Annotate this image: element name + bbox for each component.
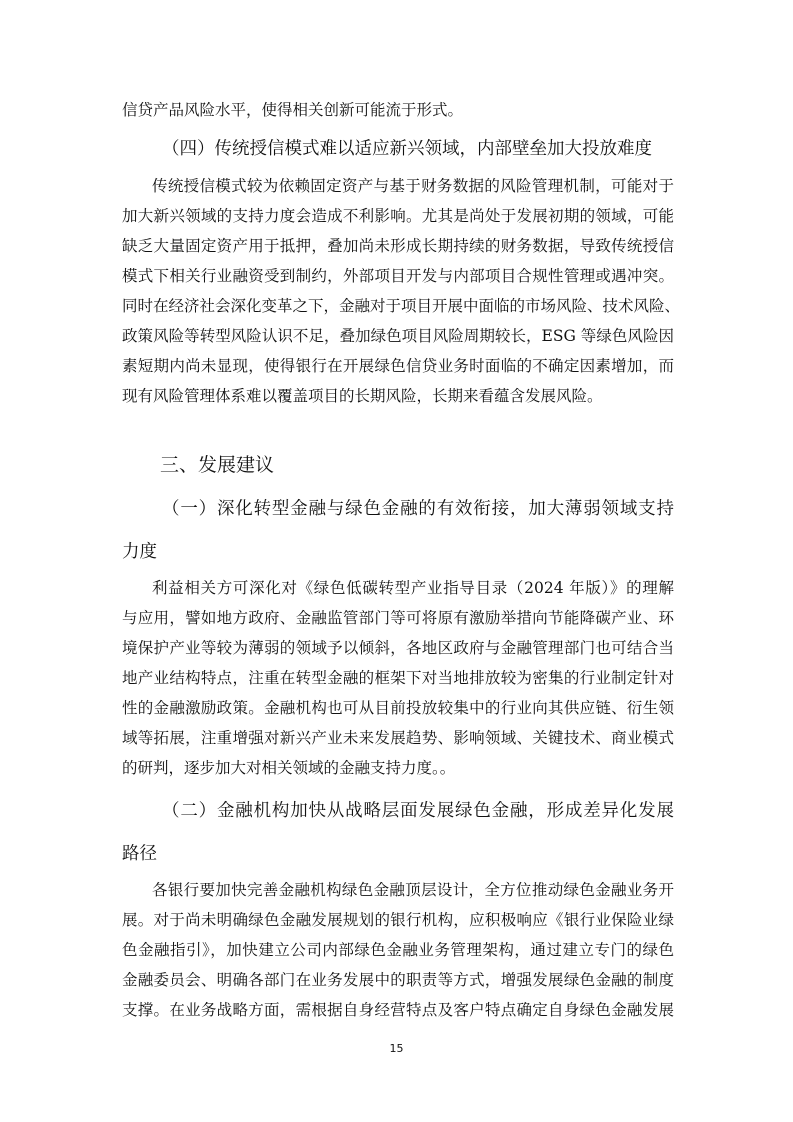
- text-line: 支撑。在业务战略方面，需根据自身经营特点及客户特点确定自身绿色金融发展: [122, 1001, 674, 1019]
- text-line: 信贷产品风险水平，使得相关创新可能流于形式。: [122, 101, 464, 119]
- text-line: 地产业结构特点，注重在转型金融的框架下对当地排放较为密集的行业制定针对: [122, 669, 674, 687]
- text-line: 现有风险管理体系难以覆盖项目的长期风险，长期来看蕴含发展风险。: [122, 387, 603, 405]
- text-line: 的研判，逐步加大对相关领域的金融支持力度。。: [122, 759, 456, 777]
- subsection-2-heading-continued: 路径: [122, 844, 157, 864]
- section-4-heading: （四）传统授信模式难以适应新兴领域，内部壁垒加大投放难度: [162, 139, 652, 159]
- section-3-heading: 三、发展建议: [160, 454, 275, 476]
- text-line: 与应用，譬如地方政府、金融监管部门等可将原有激励举措向节能降碳产业、环: [122, 609, 674, 627]
- text-line: 域等拓展，注重增强对新兴产业未来发展趋势、影响领域、关键技术、商业模式: [122, 729, 674, 747]
- text-line: 境保护产业等较为薄弱的领域予以倾斜，各地区政府与金融管理部门也可结合当: [122, 639, 674, 657]
- text-line: 传统授信模式较为依赖固定资产与基于财务数据的风险管理机制，可能对于: [152, 177, 674, 195]
- text-line: 利益相关方可深化对《绿色低碳转型产业指导目录（2024 年版）》的理解: [152, 579, 674, 597]
- text-line: 性的金融激励政策。金融机构也可从目前投放较集中的行业向其供应链、衍生领: [122, 699, 674, 717]
- text-line: 缺乏大量固定资产用于抵押，叠加尚未形成长期持续的财务数据，导致传统授信: [122, 237, 674, 255]
- text-line: 加大新兴领域的支持力度会造成不利影响。尤其是尚处于发展初期的领域，可能: [122, 207, 674, 225]
- text-line: 金融委员会、明确各部门在业务发展中的职责等方式，增强发展绿色金融的制度: [122, 971, 674, 989]
- text-line: 各银行要加快完善金融机构绿色金融顶层设计，全方位推动绿色金融业务开: [152, 881, 674, 899]
- subsection-1-heading-continued: 力度: [122, 542, 157, 562]
- page-number: 15: [389, 1042, 404, 1055]
- subsection-1-heading: （一）深化转型金融与绿色金融的有效衔接，加大薄弱领域支持: [162, 499, 674, 519]
- subsection-2-heading: （二）金融机构加快从战略层面发展绿色金融，形成差异化发展: [162, 801, 674, 821]
- text-line: 展。对于尚未明确绿色金融发展规划的银行机构，应积极响应《银行业保险业绿: [122, 911, 674, 929]
- text-line: 素短期内尚未显现，使得银行在开展绿色信贷业务时面临的不确定因素增加，而: [122, 357, 674, 375]
- text-line: 色金融指引》，加快建立公司内部绿色金融业务管理架构，通过建立专门的绿色: [122, 941, 674, 959]
- text-line: 同时在经济社会深化变革之下，金融对于项目开展中面临的市场风险、技术风险、: [122, 297, 681, 315]
- text-line: 模式下相关行业融资受到制约，外部项目开发与内部项目合规性管理或遇冲突。: [122, 267, 674, 285]
- text-line: 政策风险等转型风险认识不足，叠加绿色项目风险周期较长，ESG 等绿色风险因: [122, 327, 674, 345]
